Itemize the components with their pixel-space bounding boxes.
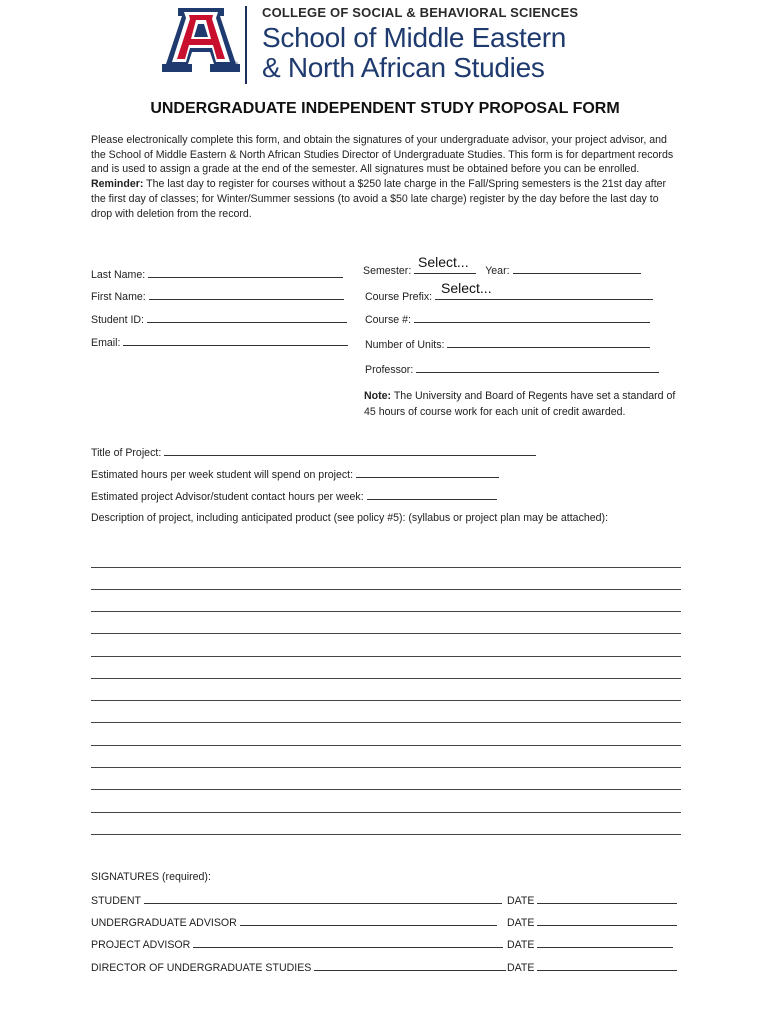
reminder-text: The last day to register for courses without a $250 late charge in the Fall/Spring semesters is the 21st day after the first day of classes; for Winter/Summer sessions (to avoid a $50 late charge) register by the day before the last day to drop with deletion from the record. bbox=[91, 178, 667, 220]
student-date-label: DATE bbox=[507, 895, 535, 907]
project-advisor-label: PROJECT ADVISOR bbox=[91, 939, 191, 951]
last-name-row bbox=[91, 267, 343, 281]
semester-label: Semester: bbox=[363, 265, 412, 277]
intro-paragraph: Please electronically complete this form, and obtain the signatures of your undergraduate advisor, your project advisor, and the School of Middle Eastern & North African Studies Director of Undergraduate Studies. This form is for department records and is used to assign a grade at the end of the semester. All signatures must be obtained before you can be enrolled. bbox=[91, 134, 674, 176]
professor-label: Professor: bbox=[365, 364, 414, 376]
semester-select[interactable]: Select... bbox=[418, 254, 469, 270]
project-advisor-date-field[interactable] bbox=[537, 937, 673, 948]
hours-week-row bbox=[91, 467, 499, 481]
description-line[interactable] bbox=[91, 589, 681, 590]
hours-week-label: Estimated hours per week student will spend on project: bbox=[91, 469, 354, 481]
student-id-field[interactable] bbox=[147, 312, 347, 323]
first-name-label: First Name: bbox=[91, 291, 146, 303]
credit-note bbox=[364, 389, 684, 420]
first-name-row bbox=[91, 289, 344, 303]
year-field[interactable] bbox=[513, 263, 641, 274]
description-line[interactable] bbox=[91, 745, 681, 746]
email-field[interactable] bbox=[123, 335, 348, 346]
units-field[interactable] bbox=[447, 337, 650, 348]
undergrad-advisor-date-row bbox=[507, 915, 677, 929]
year-label: Year: bbox=[485, 265, 510, 277]
description-line[interactable] bbox=[91, 722, 681, 723]
student-signature-label: STUDENT bbox=[91, 895, 141, 907]
reminder-label: Reminder: bbox=[91, 178, 144, 191]
project-advisor-date-row bbox=[507, 937, 673, 951]
description-line[interactable] bbox=[91, 700, 681, 701]
student-id-row bbox=[91, 312, 347, 326]
first-name-field[interactable] bbox=[149, 289, 344, 300]
director-label: DIRECTOR OF UNDERGRADUATE STUDIES bbox=[91, 962, 312, 974]
professor-field[interactable] bbox=[416, 362, 659, 373]
undergrad-advisor-row bbox=[91, 915, 497, 929]
description-line[interactable] bbox=[91, 812, 681, 813]
college-name: COLLEGE OF SOCIAL & BEHAVIORAL SCIENCES bbox=[262, 5, 579, 20]
description-line[interactable] bbox=[91, 678, 681, 679]
professor-row bbox=[365, 362, 659, 376]
course-number-label: Course #: bbox=[365, 314, 411, 326]
description-line[interactable] bbox=[91, 567, 681, 568]
project-title-label: Title of Project: bbox=[91, 447, 162, 459]
student-id-label: Student ID: bbox=[91, 314, 144, 326]
director-date-label: DATE bbox=[507, 962, 535, 974]
email-row bbox=[91, 335, 348, 349]
director-row bbox=[91, 960, 506, 974]
course-prefix-select[interactable]: Select... bbox=[441, 280, 492, 296]
undergrad-advisor-field[interactable] bbox=[240, 915, 497, 926]
header-divider bbox=[245, 6, 247, 84]
form-title: UNDERGRADUATE INDEPENDENT STUDY PROPOSAL FORM bbox=[150, 100, 620, 117]
project-advisor-field[interactable] bbox=[193, 937, 503, 948]
description-line[interactable] bbox=[91, 656, 681, 657]
student-signature-field[interactable] bbox=[144, 893, 502, 904]
note-label: Note: bbox=[364, 390, 392, 402]
hours-week-field[interactable] bbox=[356, 467, 499, 478]
director-date-field[interactable] bbox=[537, 960, 677, 971]
school-name-line1: School of Middle Eastern bbox=[262, 22, 567, 53]
project-title-row bbox=[91, 445, 536, 459]
course-number-field[interactable] bbox=[414, 312, 650, 323]
school-name-line2: & North African Studies bbox=[262, 52, 545, 83]
semester-row bbox=[363, 263, 641, 277]
student-signature-row bbox=[91, 893, 502, 907]
description-label: Description of project, including anticipated product (see policy #5): (syllabus or project plan may be attached): bbox=[91, 512, 609, 524]
student-date-row bbox=[507, 893, 677, 907]
student-date-field[interactable] bbox=[537, 893, 677, 904]
signatures-heading: SIGNATURES (required): bbox=[91, 871, 211, 883]
description-line[interactable] bbox=[91, 789, 681, 790]
last-name-label: Last Name: bbox=[91, 269, 146, 281]
contact-hours-row bbox=[91, 489, 497, 503]
description-line[interactable] bbox=[91, 767, 681, 768]
description-line[interactable] bbox=[91, 834, 681, 835]
project-title-field[interactable] bbox=[164, 445, 536, 456]
reminder-paragraph bbox=[91, 177, 681, 221]
course-prefix-row bbox=[365, 289, 653, 303]
units-label: Number of Units: bbox=[365, 339, 445, 351]
units-row bbox=[365, 337, 650, 351]
undergrad-advisor-date-field[interactable] bbox=[537, 915, 677, 926]
contact-hours-label: Estimated project Advisor/student contact hours per week: bbox=[91, 491, 364, 503]
director-date-row bbox=[507, 960, 677, 974]
undergrad-advisor-date-label: DATE bbox=[507, 917, 535, 929]
course-number-row bbox=[365, 312, 650, 326]
last-name-field[interactable] bbox=[148, 267, 343, 278]
university-logo bbox=[162, 6, 240, 72]
director-signature-field[interactable] bbox=[314, 960, 506, 971]
registered-mark: ® bbox=[233, 62, 239, 69]
contact-hours-field[interactable] bbox=[367, 489, 497, 500]
description-line[interactable] bbox=[91, 633, 681, 634]
project-advisor-date-label: DATE bbox=[507, 939, 535, 951]
course-prefix-label: Course Prefix: bbox=[365, 291, 433, 303]
form-instructions bbox=[91, 133, 681, 221]
project-advisor-row bbox=[91, 937, 503, 951]
email-label: Email: bbox=[91, 337, 121, 349]
undergrad-advisor-label: UNDERGRADUATE ADVISOR bbox=[91, 917, 237, 929]
note-text: The University and Board of Regents have set a standard of 45 hours of course work for each unit of credit awarded. bbox=[364, 390, 676, 418]
description-line[interactable] bbox=[91, 611, 681, 612]
